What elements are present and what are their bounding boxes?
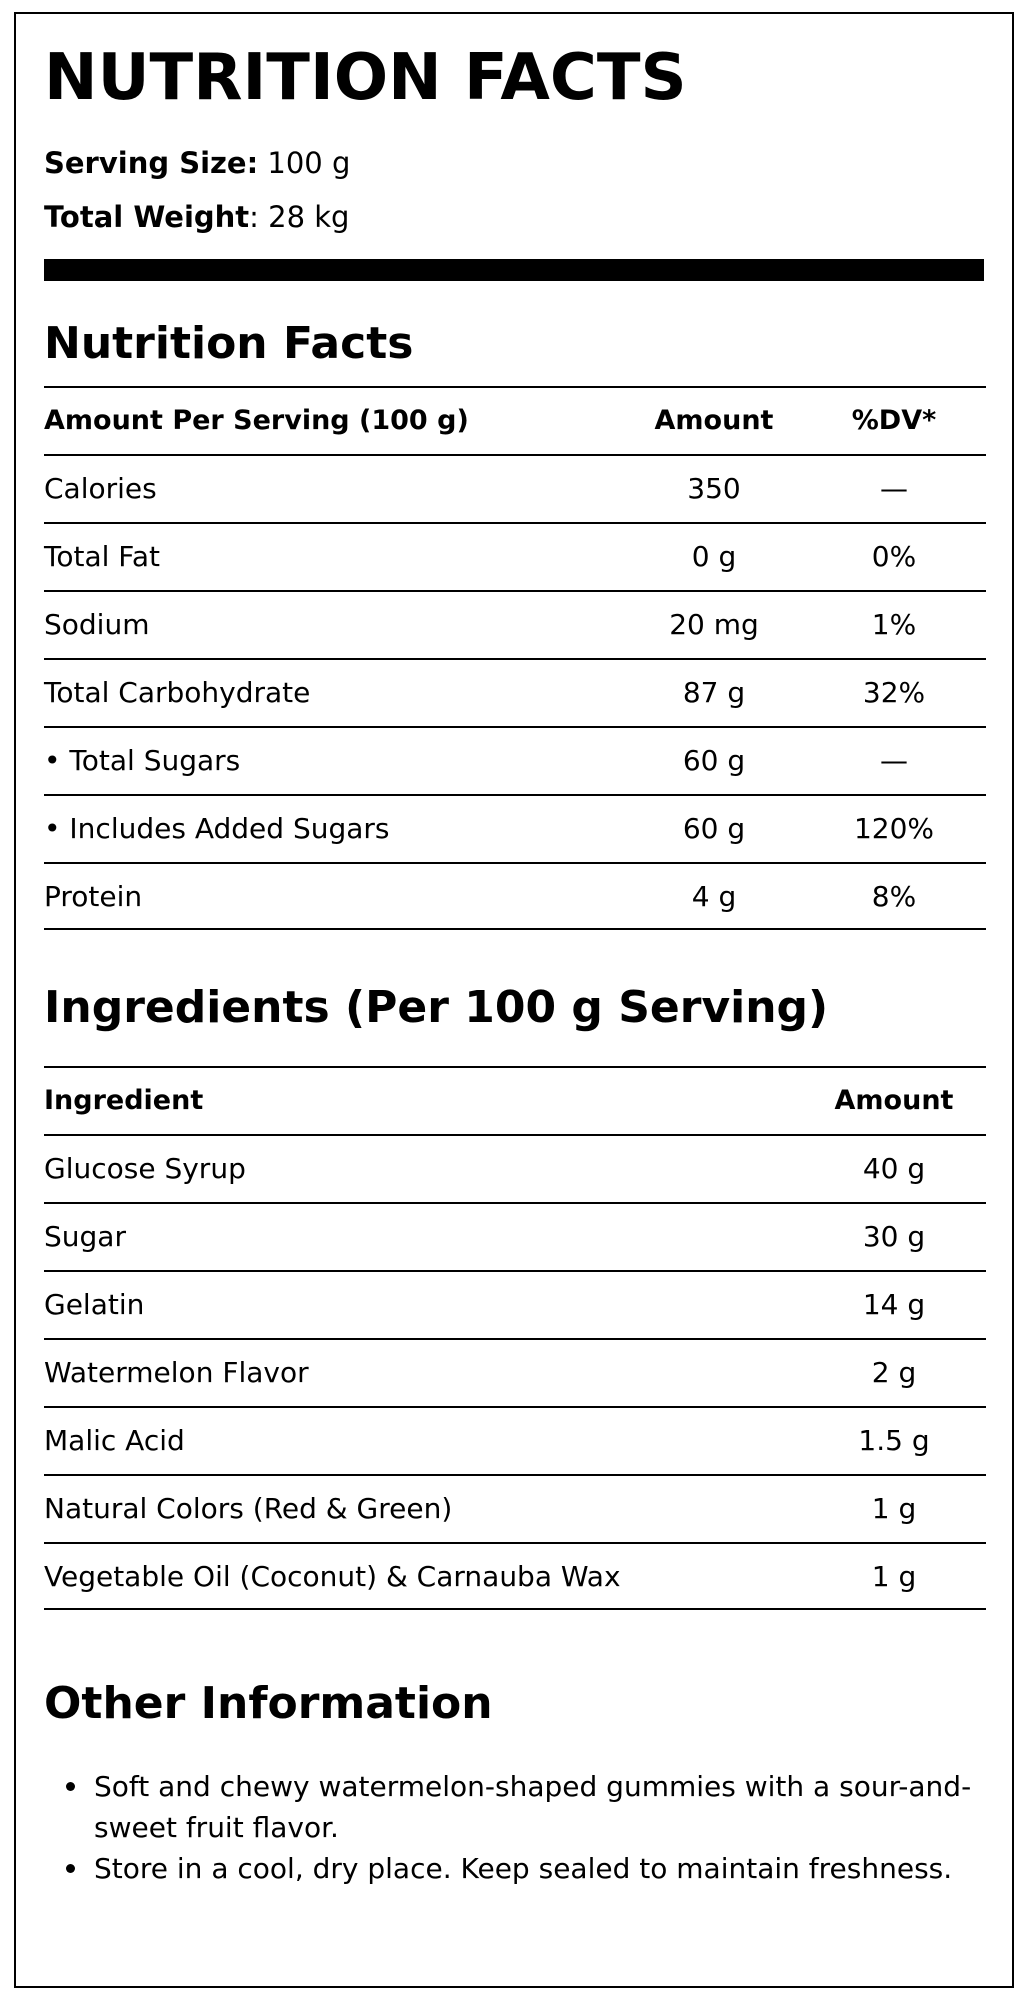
table-row bbox=[44, 1270, 986, 1338]
serving-size-value: 100 g bbox=[258, 146, 351, 180]
ingredient-name: Vegetable Oil (Coconut) & Carnauba Wax bbox=[44, 1560, 621, 1593]
nutrient-dv: 32% bbox=[862, 676, 926, 709]
ingredient-amount: 14 g bbox=[862, 1288, 926, 1321]
table-row bbox=[44, 522, 986, 590]
table-row bbox=[44, 1542, 986, 1610]
other-info-section-title: Other Information bbox=[44, 1678, 493, 1729]
list-item: Store in a cool, dry place. Keep sealed to maintain freshness. bbox=[44, 1848, 984, 1889]
total-weight bbox=[44, 200, 349, 235]
nutrient-amount: 4 g bbox=[691, 880, 737, 913]
ingredient-name: Glucose Syrup bbox=[44, 1152, 246, 1185]
nutrient-amount: 20 mg bbox=[669, 608, 759, 641]
ingredient-amount: 1.5 g bbox=[858, 1424, 930, 1457]
thick-divider bbox=[44, 259, 984, 281]
table-row bbox=[44, 862, 986, 930]
nutrient-dv: 1% bbox=[871, 608, 917, 641]
nutrient-name: Calories bbox=[44, 472, 157, 505]
ingredient-amount: 1 g bbox=[871, 1492, 917, 1525]
nutrient-name: • Includes Added Sugars bbox=[44, 812, 390, 845]
serving-size-label: Serving Size: bbox=[44, 146, 259, 180]
nutrient-name: Total Fat bbox=[44, 540, 160, 573]
nutrition-section-title: Nutrition Facts bbox=[44, 318, 414, 369]
table-row bbox=[44, 658, 986, 726]
nutrition-table bbox=[44, 386, 986, 930]
column-header-nutrient: Amount Per Serving (100 g) bbox=[44, 405, 469, 436]
nutrient-amount: 0 g bbox=[691, 540, 737, 573]
ingredient-amount: 1 g bbox=[871, 1560, 917, 1593]
ingredients-section-title: Ingredients (Per 100 g Serving) bbox=[44, 982, 829, 1033]
nutrient-name: • Total Sugars bbox=[44, 744, 241, 777]
nutrient-dv: 0% bbox=[871, 540, 917, 573]
nutrient-amount: 350 bbox=[687, 472, 741, 505]
total-weight-value: : 28 kg bbox=[249, 200, 350, 234]
nutrient-amount: 87 g bbox=[682, 676, 746, 709]
nutrient-dv: 8% bbox=[871, 880, 917, 913]
table-row bbox=[44, 454, 986, 522]
page-title: NUTRITION FACTS bbox=[44, 41, 687, 115]
table-row bbox=[44, 1474, 986, 1542]
nutrient-name: Total Carbohydrate bbox=[44, 676, 311, 709]
nutrient-dv: — bbox=[880, 744, 908, 777]
nutrient-amount: 60 g bbox=[682, 744, 746, 777]
ingredient-name: Malic Acid bbox=[44, 1424, 185, 1457]
ingredient-amount: 2 g bbox=[871, 1356, 917, 1389]
nutrient-name: Protein bbox=[44, 880, 143, 913]
nutrient-amount: 60 g bbox=[682, 812, 746, 845]
ingredients-table bbox=[44, 1066, 986, 1610]
column-header-amount: Amount bbox=[654, 405, 774, 436]
ingredient-amount: 30 g bbox=[862, 1220, 926, 1253]
table-row bbox=[44, 590, 986, 658]
table-row bbox=[44, 794, 986, 862]
nutrient-dv: 120% bbox=[853, 812, 935, 845]
total-weight-label: Total Weight bbox=[44, 200, 250, 234]
list-item: Soft and chewy watermelon-shaped gummies with a sour-and-sweet fruit flavor. bbox=[44, 1766, 984, 1848]
other-info-list bbox=[44, 1766, 984, 1889]
ingredient-name: Gelatin bbox=[44, 1288, 145, 1321]
table-row bbox=[44, 726, 986, 794]
nutrient-dv: — bbox=[880, 472, 908, 505]
nutrition-label bbox=[14, 12, 1014, 1988]
table-row bbox=[44, 1134, 986, 1202]
column-header-dv: %DV* bbox=[851, 405, 937, 436]
column-header-amount: Amount bbox=[834, 1085, 954, 1116]
nutrition-table-header bbox=[44, 386, 986, 454]
column-header-ingredient: Ingredient bbox=[44, 1085, 204, 1116]
serving-size bbox=[44, 146, 350, 181]
ingredient-name: Natural Colors (Red & Green) bbox=[44, 1492, 453, 1525]
ingredient-name: Watermelon Flavor bbox=[44, 1356, 309, 1389]
ingredient-name: Sugar bbox=[44, 1220, 126, 1253]
ingredient-amount: 40 g bbox=[862, 1152, 926, 1185]
table-row bbox=[44, 1406, 986, 1474]
nutrient-name: Sodium bbox=[44, 608, 150, 641]
table-row bbox=[44, 1338, 986, 1406]
ingredients-table-header bbox=[44, 1066, 986, 1134]
table-row bbox=[44, 1202, 986, 1270]
